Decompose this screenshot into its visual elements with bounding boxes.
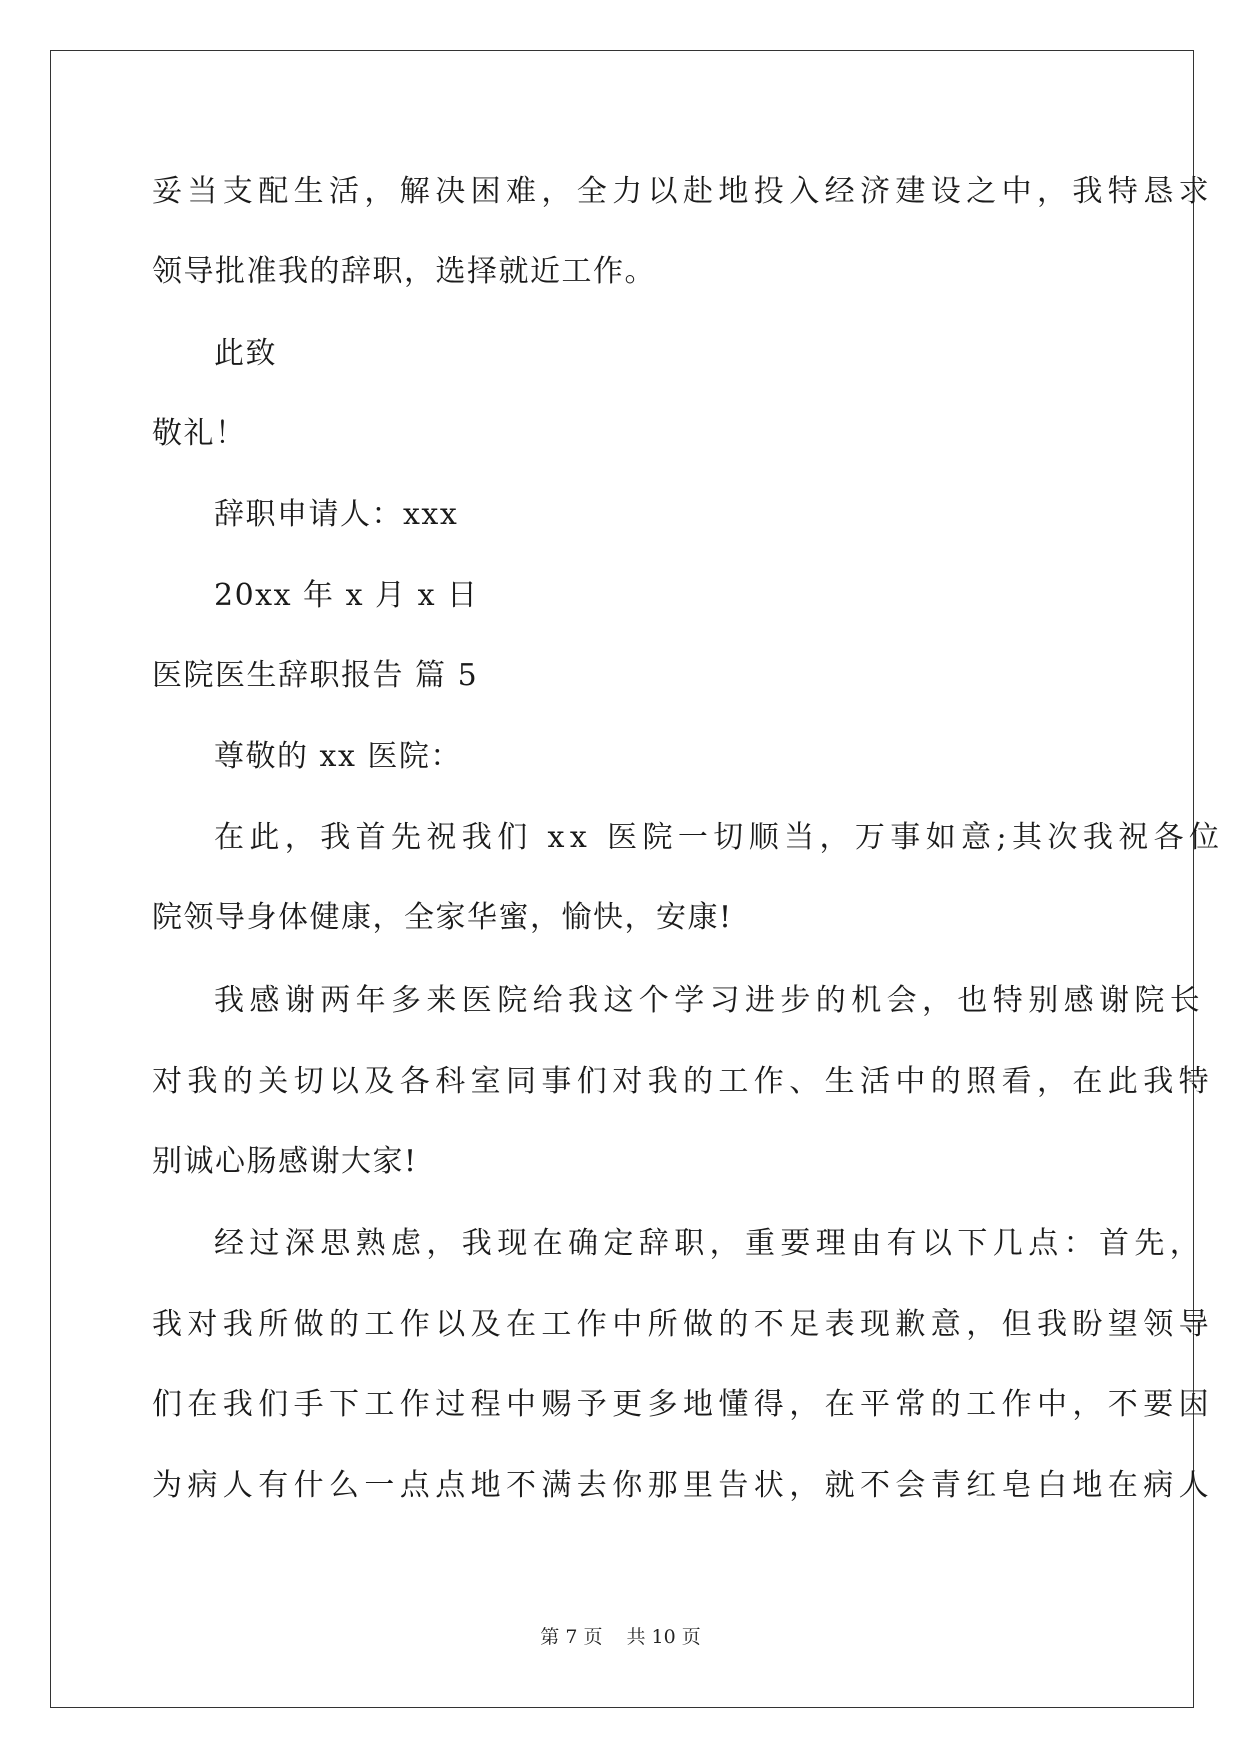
page-number-total: 共 10 页	[626, 1626, 701, 1648]
signature-date: 20xx 年 x 月 x 日	[214, 578, 479, 613]
text-line-11: 我感谢两年多来医院给我这个学习进步的机会，也特别感谢院长	[214, 983, 1206, 1018]
text-line-12: 对我的关切以及各科室同事们对我的工作、生活中的照看，在此我特	[152, 1064, 1214, 1099]
text-line-2: 领导批准我的辞职，选择就近工作。	[152, 254, 656, 289]
text-line-1: 妥当支配生活，解决困难，全力以赴地投入经济建设之中，我特恳求	[152, 174, 1214, 209]
closing-salutation: 此致	[214, 336, 277, 371]
text-line-13: 别诚心肠感谢大家!	[152, 1144, 418, 1179]
text-line-14: 经过深思熟虑，我现在确定辞职，重要理由有以下几点：首先，	[214, 1226, 1206, 1261]
letter-greeting: 尊敬的 xx 医院：	[214, 739, 462, 774]
signature-applicant: 辞职申请人：xxx	[214, 497, 459, 532]
text-line-17: 为病人有什么一点点地不满去你那里告状，就不会青红皂白地在病人	[152, 1468, 1214, 1503]
page-footer	[0, 1625, 1241, 1649]
closing-regards: 敬礼！	[152, 416, 247, 451]
text-line-10: 院领导身体健康，全家华蜜，愉快，安康!	[152, 900, 733, 935]
text-line-16: 们在我们手下工作过程中赐予更多地懂得，在平常的工作中，不要因	[152, 1387, 1214, 1422]
text-line-15: 我对我所做的工作以及在工作中所做的不足表现歉意，但我盼望领导	[152, 1307, 1214, 1342]
page-border	[50, 50, 1194, 1708]
text-line-9: 在此，我首先祝我们 xx 医院一切顺当，万事如意;其次我祝各位	[214, 820, 1225, 855]
section-heading: 医院医生辞职报告 篇 5	[152, 658, 479, 693]
page-number-current: 第 7 页	[540, 1626, 603, 1648]
